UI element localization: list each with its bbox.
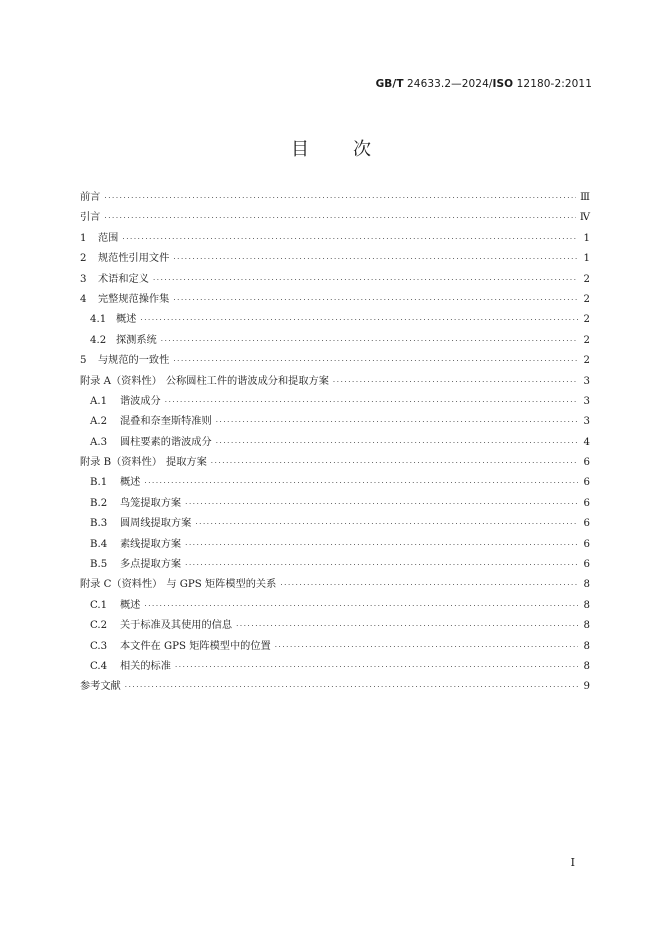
toc-entry-title: 与 GPS 矩阵模型的关系 xyxy=(166,579,277,591)
toc-entry-number: 5 xyxy=(80,355,87,367)
toc-row[interactable] xyxy=(80,412,590,432)
toc-dot-leader xyxy=(161,331,578,351)
toc-page-number: 6 xyxy=(583,559,590,571)
toc-entry-title: 引言 xyxy=(80,212,101,224)
standard-number xyxy=(376,78,592,90)
toc-entry-number: 4.1 xyxy=(90,314,107,326)
toc-page-number: 2 xyxy=(583,334,590,346)
toc-row[interactable] xyxy=(80,555,590,575)
toc-row[interactable] xyxy=(80,473,590,493)
toc-row[interactable] xyxy=(80,514,590,534)
toc-row[interactable] xyxy=(80,290,590,310)
page-title xyxy=(0,135,662,161)
toc-entry-number: B.1 xyxy=(90,477,108,489)
toc-entry-number: 附录 B（资料性） xyxy=(80,457,163,469)
toc-row[interactable] xyxy=(80,596,590,616)
toc-dot-leader xyxy=(173,351,578,371)
toc-entry-title: 鸟笼提取方案 xyxy=(120,497,182,509)
toc-row[interactable] xyxy=(80,331,590,351)
toc-page-number: Ⅳ xyxy=(579,212,590,224)
toc-dot-leader xyxy=(144,596,578,616)
toc-row[interactable] xyxy=(80,372,590,392)
toc-page-number: 3 xyxy=(583,375,590,387)
toc-row[interactable] xyxy=(80,208,590,228)
toc-entry-number: 1 xyxy=(80,232,87,244)
toc-page-number: 6 xyxy=(583,497,590,509)
toc-dot-leader xyxy=(211,453,578,473)
toc-dot-leader xyxy=(125,677,578,697)
toc-entry-title: 素线提取方案 xyxy=(120,538,182,550)
toc-entry-title: 前言 xyxy=(80,192,101,203)
std-number: 24633.2—2024/ xyxy=(403,78,493,90)
toc-dot-leader xyxy=(140,310,578,330)
toc-entry-number: B.3 xyxy=(90,518,108,530)
toc-dot-leader xyxy=(185,494,578,514)
toc-row[interactable] xyxy=(80,657,590,677)
toc-page-number: 2 xyxy=(583,355,590,367)
toc-entry-title: 多点提取方案 xyxy=(120,559,182,571)
toc-row[interactable] xyxy=(80,270,590,290)
toc-entry-title: 概述 xyxy=(120,599,141,611)
toc-dot-leader xyxy=(173,290,578,310)
toc-dot-leader xyxy=(122,229,578,249)
toc-page-number: 2 xyxy=(583,293,590,305)
toc-row[interactable] xyxy=(80,637,590,657)
toc-entry-title: 参考文献 xyxy=(80,681,121,693)
toc-row[interactable] xyxy=(80,677,590,697)
toc-entry-number: B.5 xyxy=(90,559,108,571)
toc-row[interactable] xyxy=(80,351,590,371)
toc-entry-title: 混叠和奈奎斯特准则 xyxy=(120,416,212,428)
toc-entry-number: 3 xyxy=(80,273,87,285)
toc-dot-leader xyxy=(216,412,578,432)
toc-row[interactable] xyxy=(80,188,590,208)
toc-entry-title: 规范性引用文件 xyxy=(98,253,170,265)
toc-entry-title: 关于标准及其使用的信息 xyxy=(120,620,233,632)
toc-page-number: 8 xyxy=(583,620,590,632)
toc-entry-title: 术语和定义 xyxy=(98,273,149,285)
toc-entry-title: 相关的标准 xyxy=(120,660,171,672)
toc-row[interactable] xyxy=(80,433,590,453)
std-prefix: GB/T xyxy=(375,78,404,90)
toc-entry-title: 完整规范操作集 xyxy=(98,293,170,305)
toc-page-number: 1 xyxy=(583,253,590,265)
toc-dot-leader xyxy=(165,392,578,412)
toc-dot-leader xyxy=(275,637,578,657)
toc-entry-title: 公称圆柱工件的谐波成分和提取方案 xyxy=(165,375,329,387)
toc-entry-title: 圆周线提取方案 xyxy=(120,518,192,530)
toc-entry-number: B.2 xyxy=(90,497,108,509)
toc-entry-number: 附录 C（资料性） xyxy=(80,579,163,591)
toc-entry-number: A.2 xyxy=(90,416,108,428)
toc-page-number: 3 xyxy=(583,416,590,428)
toc-entry-number: C.3 xyxy=(90,640,108,652)
toc-entry-number: A.1 xyxy=(90,395,108,407)
toc-page-number: 8 xyxy=(583,660,590,672)
toc-dot-leader xyxy=(280,575,578,595)
toc-row[interactable] xyxy=(80,616,590,636)
toc-page-number: 6 xyxy=(583,518,590,530)
title-char-1: 目 xyxy=(291,139,309,160)
toc-page-number: 1 xyxy=(583,232,590,244)
toc-entry-title: 探测系统 xyxy=(116,334,157,346)
toc-page-number: 2 xyxy=(583,273,590,285)
toc-page-number: 8 xyxy=(583,599,590,611)
toc-entry-number: A.3 xyxy=(90,436,108,448)
toc-page-number: 4 xyxy=(583,436,590,448)
toc-dot-leader xyxy=(185,555,578,575)
toc-dot-leader xyxy=(173,249,578,269)
toc-page-number: 2 xyxy=(583,314,590,326)
toc-entry-number: C.2 xyxy=(90,620,108,632)
iso-prefix: ISO xyxy=(492,78,514,90)
toc-entry-number: 4.2 xyxy=(90,334,107,346)
toc-dot-leader xyxy=(236,616,578,636)
toc-entry-title: 提取方案 xyxy=(166,457,207,469)
toc-entry-title: 范围 xyxy=(98,232,119,244)
toc-entry-title: 与规范的一致性 xyxy=(98,355,170,367)
toc-row[interactable] xyxy=(80,310,590,330)
toc-row[interactable] xyxy=(80,494,590,514)
toc-entry-number: 2 xyxy=(80,253,87,265)
toc-entry-title: 圆柱要素的谐波成分 xyxy=(120,436,212,448)
toc-entry-title: 概述 xyxy=(120,477,141,489)
toc-entry-title: 概述 xyxy=(116,314,137,326)
toc-dot-leader xyxy=(144,473,578,493)
toc-page-number: 8 xyxy=(583,579,590,591)
toc-entry-number: 4 xyxy=(80,293,87,305)
toc-page-number: 6 xyxy=(583,457,590,469)
toc-page-number: Ⅲ xyxy=(580,192,590,203)
toc-dot-leader xyxy=(175,657,578,677)
toc-row[interactable] xyxy=(80,249,590,269)
toc-dot-leader xyxy=(104,188,576,208)
toc-row[interactable] xyxy=(80,392,590,412)
toc-dot-leader xyxy=(216,433,578,453)
title-char-2: 次 xyxy=(353,139,371,160)
toc-page-number: 8 xyxy=(583,640,590,652)
table-of-contents xyxy=(80,188,590,698)
toc-row[interactable] xyxy=(80,575,590,595)
toc-row[interactable] xyxy=(80,453,590,473)
toc-dot-leader xyxy=(153,270,578,290)
toc-entry-number: 附录 A（资料性） xyxy=(80,375,162,387)
toc-row[interactable] xyxy=(80,535,590,555)
toc-page-number: 3 xyxy=(583,395,590,407)
toc-entry-title: 谐波成分 xyxy=(120,395,161,407)
toc-page-number: 6 xyxy=(583,477,590,489)
toc-page-number: 9 xyxy=(583,681,590,693)
toc-page-number: 6 xyxy=(583,538,590,550)
footer-page-number: I xyxy=(570,856,575,869)
toc-entry-number: C.1 xyxy=(90,599,108,611)
toc-dot-leader xyxy=(104,208,575,228)
toc-row[interactable] xyxy=(80,229,590,249)
toc-entry-title: 本文件在 GPS 矩阵模型中的位置 xyxy=(120,640,271,652)
toc-dot-leader xyxy=(333,372,578,392)
toc-dot-leader xyxy=(185,535,578,555)
iso-number: 12180-2:2011 xyxy=(513,78,592,90)
toc-dot-leader xyxy=(195,514,578,534)
toc-entry-number: B.4 xyxy=(90,538,108,550)
toc-entry-number: C.4 xyxy=(90,660,108,672)
